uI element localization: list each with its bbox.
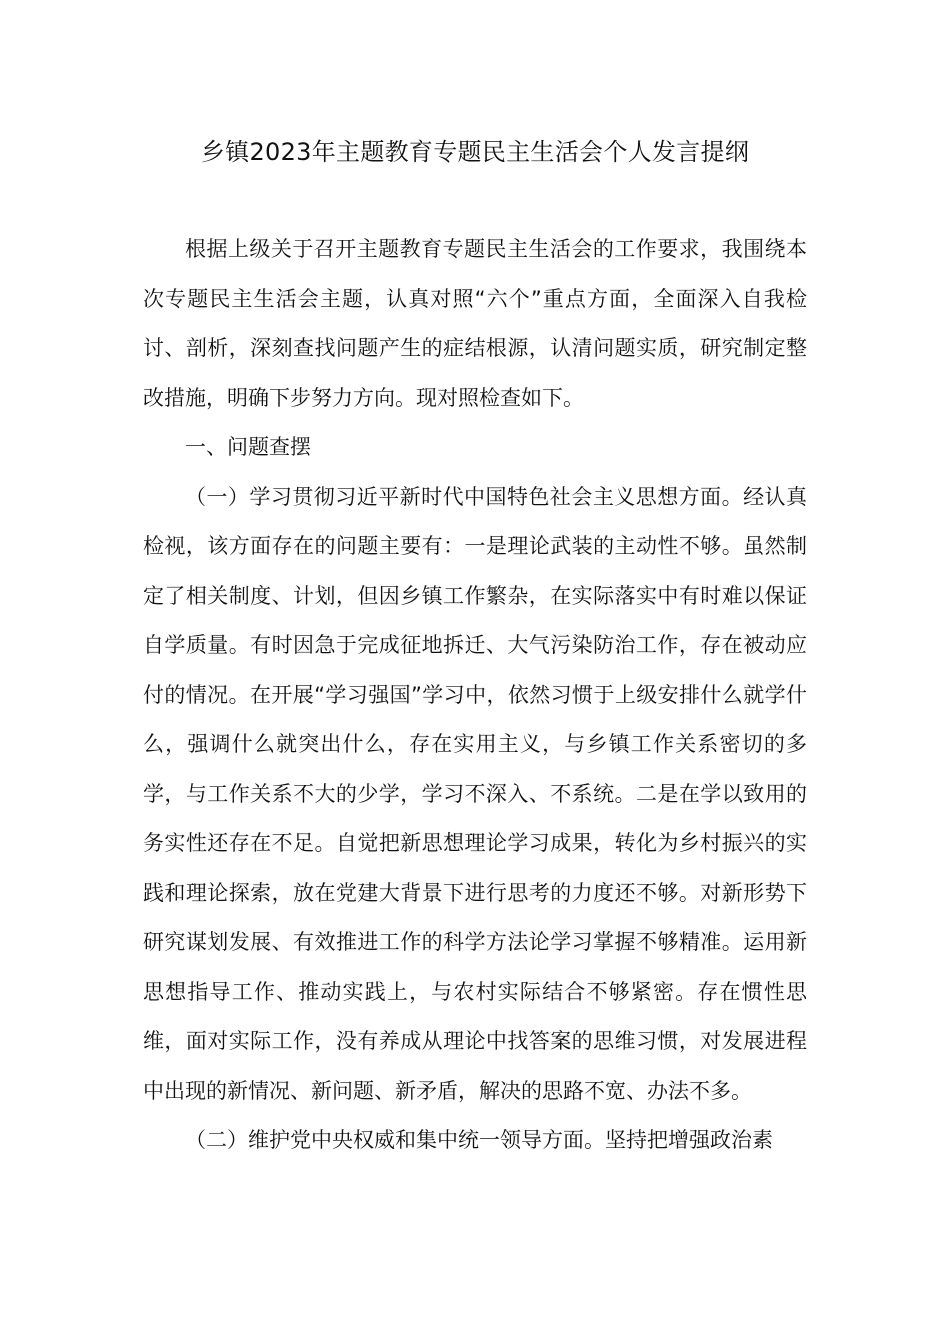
document-title: 乡镇2023年主题教育专题民主生活会个人发言提纲 (200, 138, 750, 166)
section-heading-problems: 一、问题查摆 (185, 435, 311, 459)
document-body (143, 225, 807, 1166)
paragraph-section-1: （一）学习贯彻习近平新时代中国特色社会主义思想方面。经认真检视，该方面存在的问题主要有：一是理论武装的主动性不够。虽然制定了相关制度、计划，但因乡镇工作繁杂，在实际落实中有时难以保证自学质量。有时因急于完成征地拆迁、大气污染防治工作，存在被动应付的情况。在开展“学习强国”学习中，依然习惯于上级安排什么就学什么，强调什么就突出什么，存在实用主义，与乡镇工作关系密切的多学，与工作关系不大的少学，学习不深入、不系统。二是在学以致用的务实性还存在不足。自觉把新思想理论学习成果，转化为乡村振兴的实践和理论探索，放在党建大背景下进行思考的力度还不够。对新形势下研究谋划发展、有效推进工作的科学方法论学习掌握不够精准。运用新思想指导工作、推动实践上，与农村实际结合不够紧密。存在惯性思维，面对实际工作，没有养成从理论中找答案的思维习惯，对发展进程中出现的新情况、新问题、新矛盾，解决的思路不宽、办法不多。 (143, 484, 807, 1103)
intro-paragraph: 根据上级关于召开主题教育专题民主生活会的工作要求，我围绕本次专题民主生活会主题，认真对照“六个”重点方面，全面深入自我检讨、剖析，深刻查找问题产生的症结根源，认清问题实质，研究制定整改措施，明确下步努力方向。现对照检查如下。 (143, 237, 807, 410)
paragraph-section-2: （二）维护党中央权威和集中统一领导方面。坚持把增强政治素 (185, 1128, 773, 1152)
